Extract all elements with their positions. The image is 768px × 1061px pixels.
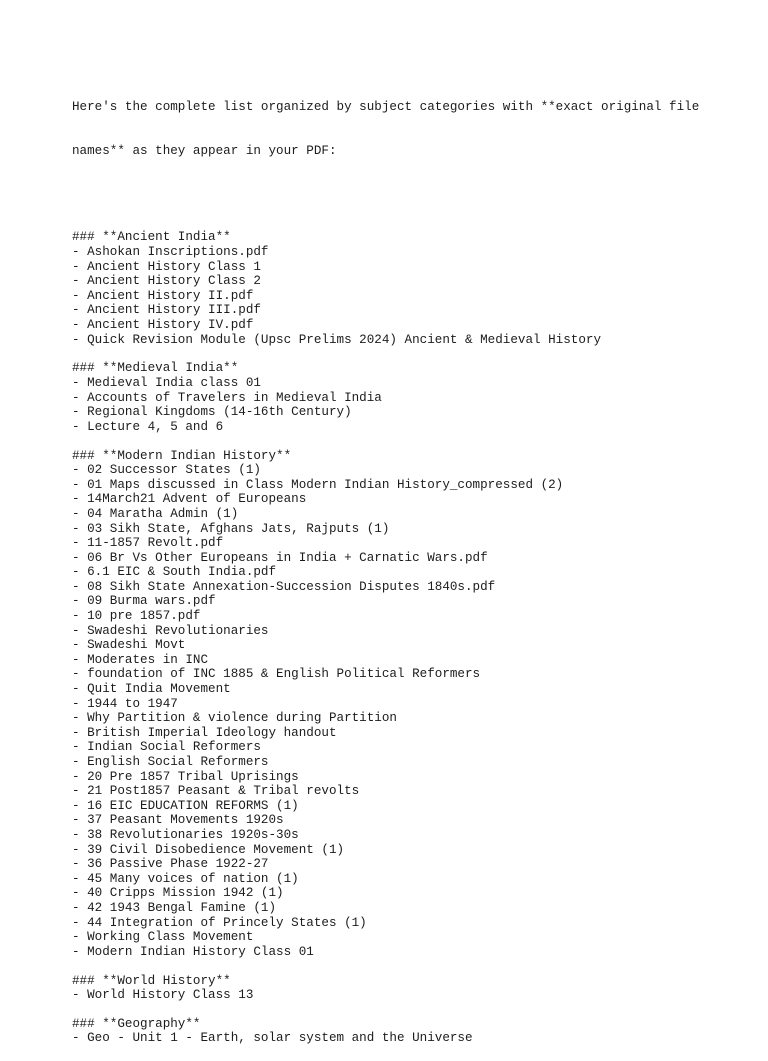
intro-line: names** as they appear in your PDF:: [72, 143, 337, 158]
list-item: - 10 pre 1857.pdf: [72, 609, 201, 624]
list-item: - Indian Social Reformers: [72, 740, 261, 755]
list-item: - Ancient History Class 2: [72, 274, 261, 289]
list-item: - 04 Maratha Admin (1): [72, 506, 239, 521]
section-list: [72, 230, 752, 1046]
section-4: [72, 974, 752, 1017]
section-3: [72, 449, 752, 974]
list-item: - Ancient History III.pdf: [72, 303, 261, 318]
list-item: - British Imperial Ideology handout: [72, 725, 337, 740]
list-item: - Working Class Movement: [72, 930, 254, 945]
section-heading: ### **Modern Indian History**: [72, 448, 292, 463]
list-item: - 08 Sikh State Annexation-Succession Disputes 1840s.pdf: [72, 579, 496, 594]
list-item: - 09 Burma wars.pdf: [72, 594, 216, 609]
list-item: - 21 Post1857 Peasant & Tribal revolts: [72, 784, 360, 799]
list-item: - Ancient History IV.pdf: [72, 318, 254, 332]
list-item: - 42 1943 Bengal Famine (1): [72, 900, 277, 915]
section-1: [72, 230, 752, 361]
list-item: - Swadeshi Revolutionaries: [72, 623, 269, 638]
list-item: - Ancient History Class 1: [72, 259, 261, 274]
list-item: - Regional Kingdoms (14-16th Century): [72, 405, 352, 420]
list-item: - Quit India Movement: [72, 682, 231, 697]
list-item: - Accounts of Travelers in Medieval India: [72, 390, 382, 405]
section-2: [72, 361, 752, 448]
list-item: - 01 Maps discussed in Class Modern Indian History_compressed (2): [72, 477, 564, 492]
list-item: - Swadeshi Movt: [72, 638, 186, 653]
list-item: - 11-1857 Revolt.pdf: [72, 536, 224, 551]
list-item: - 40 Cripps Mission 1942 (1): [72, 886, 284, 901]
list-item: - English Social Reformers: [72, 755, 269, 769]
list-item: - 02 Successor States (1): [72, 463, 261, 478]
list-item: - 36 Passive Phase 1922-27: [72, 857, 269, 872]
section-heading: ### **Geography**: [72, 1016, 201, 1031]
list-item: - 44 Integration of Princely States (1): [72, 915, 367, 930]
section-5: [72, 1017, 752, 1046]
list-item: - 06 Br Vs Other Europeans in India + Carnatic Wars.pdf: [72, 550, 488, 565]
list-item: - Modern Indian History Class 01: [72, 944, 314, 959]
list-item: - Lecture 4, 5 and 6: [72, 419, 224, 434]
list-item: - Geo - Unit 1 - Earth, solar system and the Universe: [72, 1031, 473, 1046]
list-item: - 03 Sikh State, Afghans Jats, Rajputs (1): [72, 521, 390, 536]
list-item: - 6.1 EIC & South India.pdf: [72, 565, 277, 580]
list-item: - Medieval India class 01: [72, 375, 261, 390]
list-item: - Moderates in INC: [72, 652, 209, 667]
document-body: [72, 71, 752, 1061]
list-item: - 1944 to 1947: [72, 696, 178, 711]
intro-line: Here's the complete list organized by subject categories with **exact original file: [72, 100, 700, 115]
list-item: - Why Partition & violence during Partition: [72, 711, 397, 726]
list-item: - Ancient History II.pdf: [72, 288, 254, 303]
list-item: - 38 Revolutionaries 1920s-30s: [72, 827, 299, 842]
list-item: - 14March21 Advent of Europeans: [72, 492, 307, 507]
list-item: - 16 EIC EDUCATION REFORMS (1): [72, 798, 299, 813]
list-item: - 20 Pre 1857 Tribal Uprisings: [72, 769, 299, 784]
list-item: - 39 Civil Disobedience Movement (1): [72, 842, 345, 857]
list-item: - foundation of INC 1885 & English Political Reformers: [72, 667, 481, 682]
list-item: - World History Class 13: [72, 988, 254, 1003]
list-item: - Ashokan Inscriptions.pdf: [72, 245, 269, 260]
list-item: - Quick Revision Module (Upsc Prelims 2024) Ancient & Medieval History: [72, 332, 602, 347]
section-heading: ### **World History**: [72, 973, 231, 988]
section-heading: ### **Ancient India**: [72, 230, 231, 245]
section-heading: ### **Medieval India**: [72, 361, 239, 376]
list-item: - 37 Peasant Movements 1920s: [72, 813, 284, 828]
list-item: - 45 Many voices of nation (1): [72, 871, 299, 886]
